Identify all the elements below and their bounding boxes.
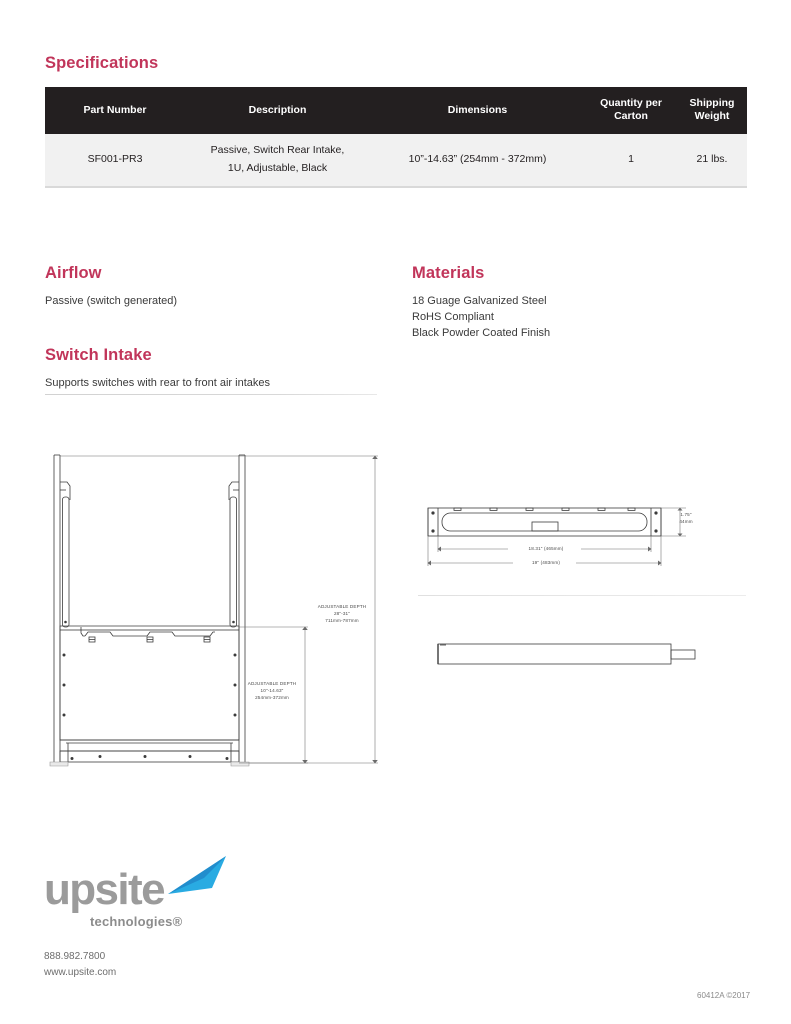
column-header-dimensions [370, 87, 585, 134]
side-profile-body [438, 644, 695, 664]
lower-section [60, 740, 239, 762]
materials-line-1: 18 Guage Galvanized Steel [412, 295, 547, 307]
mounting-clip [89, 637, 95, 642]
switch-intake-section [45, 346, 385, 392]
specifications-heading: Specifications [45, 54, 159, 72]
logo-arrow-icon [164, 854, 234, 909]
airflow-body: Passive (switch generated) [45, 295, 178, 307]
left-rail [54, 455, 70, 762]
contact-info [44, 949, 116, 980]
right-rail [229, 455, 245, 762]
table-header [45, 87, 747, 134]
dimension-label-outer-depth [302, 603, 382, 624]
description-line1: Passive, Switch Rear Intake, [210, 144, 345, 157]
front-view-svg [418, 490, 708, 580]
dim-title: ADJUSTABLE DEPTH [247, 681, 297, 686]
switch-intake-body: Supports switches with rear to front air intakes [45, 377, 270, 389]
logo-tagline: technologies® [90, 914, 183, 929]
header-text: Part Number [83, 103, 147, 116]
switch-intake-heading: Switch Intake [45, 346, 152, 364]
front-view-drawing [418, 490, 708, 585]
dimension-label-inner-width: 18.31" (465mm) [528, 546, 564, 551]
table-header-row [45, 87, 747, 134]
dim-imperial: 28"-31" [333, 611, 351, 617]
mounting-clip [147, 637, 153, 642]
plan-view-drawing [40, 440, 390, 790]
side-view-svg [418, 630, 708, 680]
header-text-line1: Quantity per [600, 97, 662, 109]
dimension-label-height [671, 511, 701, 525]
table-row [45, 134, 747, 187]
base-feet [50, 762, 249, 766]
materials-body [412, 294, 742, 342]
logo-wordmark: upsite [44, 865, 164, 914]
column-header-shipping-weight [677, 87, 747, 134]
header-text: Description [248, 103, 307, 116]
upsite-logo [44, 865, 183, 929]
table-body [45, 134, 747, 187]
materials-line-3: Black Powder Coated Finish [412, 326, 551, 339]
airflow-heading: Airflow [45, 264, 102, 282]
cell-description [185, 134, 370, 187]
dim-imperial: 1.75" [680, 512, 692, 517]
dim-metric: 711mm-787mm [325, 618, 359, 624]
header-text-line2: Weight [694, 110, 730, 123]
dim-title: ADJUSTABLE DEPTH [317, 604, 367, 609]
document-code: 60412A ©2017 [697, 991, 751, 1000]
column-header-quantity-per-carton [585, 87, 677, 134]
side-view-drawing [418, 630, 708, 685]
column-header-part-number [45, 87, 185, 134]
materials-heading: Materials [412, 264, 485, 282]
description-line2: 1U, Adjustable, Black [227, 161, 328, 174]
mounting-clip [204, 637, 210, 642]
cell-shipping-weight: 21 lbs. [677, 134, 747, 187]
column-header-description [185, 87, 370, 134]
dim-imperial: 10"-14.63" [260, 688, 284, 694]
materials-line-2: RoHS Compliant [412, 310, 494, 323]
dimension-label-outer-width: 19" (483mm) [531, 560, 561, 565]
phone-number: 888.982.7800 [44, 951, 106, 962]
header-text: Dimensions [447, 103, 508, 116]
dim-metric: 44mm [679, 519, 693, 525]
dim-metric: 254mm-372mm [255, 695, 289, 701]
specifications-table [45, 87, 747, 188]
header-text-line1: Shipping [689, 97, 735, 109]
dimension-label-inner-depth [232, 680, 312, 701]
materials-section [412, 264, 742, 342]
website-url[interactable]: www.upsite.com [44, 966, 117, 978]
specifications-section [45, 54, 747, 188]
switch-intake-divider [45, 394, 377, 395]
bracket-body [428, 508, 661, 536]
airflow-section [45, 264, 385, 310]
cell-quantity-per-carton: 1 [585, 134, 677, 187]
header-text-line2: Carton [614, 110, 648, 123]
cell-part-number: SF001-PR3 [45, 134, 185, 187]
right-column-divider [418, 595, 746, 596]
cell-dimensions: 10”-14.63” (254mm - 372mm) [370, 134, 585, 187]
center-panel [60, 626, 239, 740]
